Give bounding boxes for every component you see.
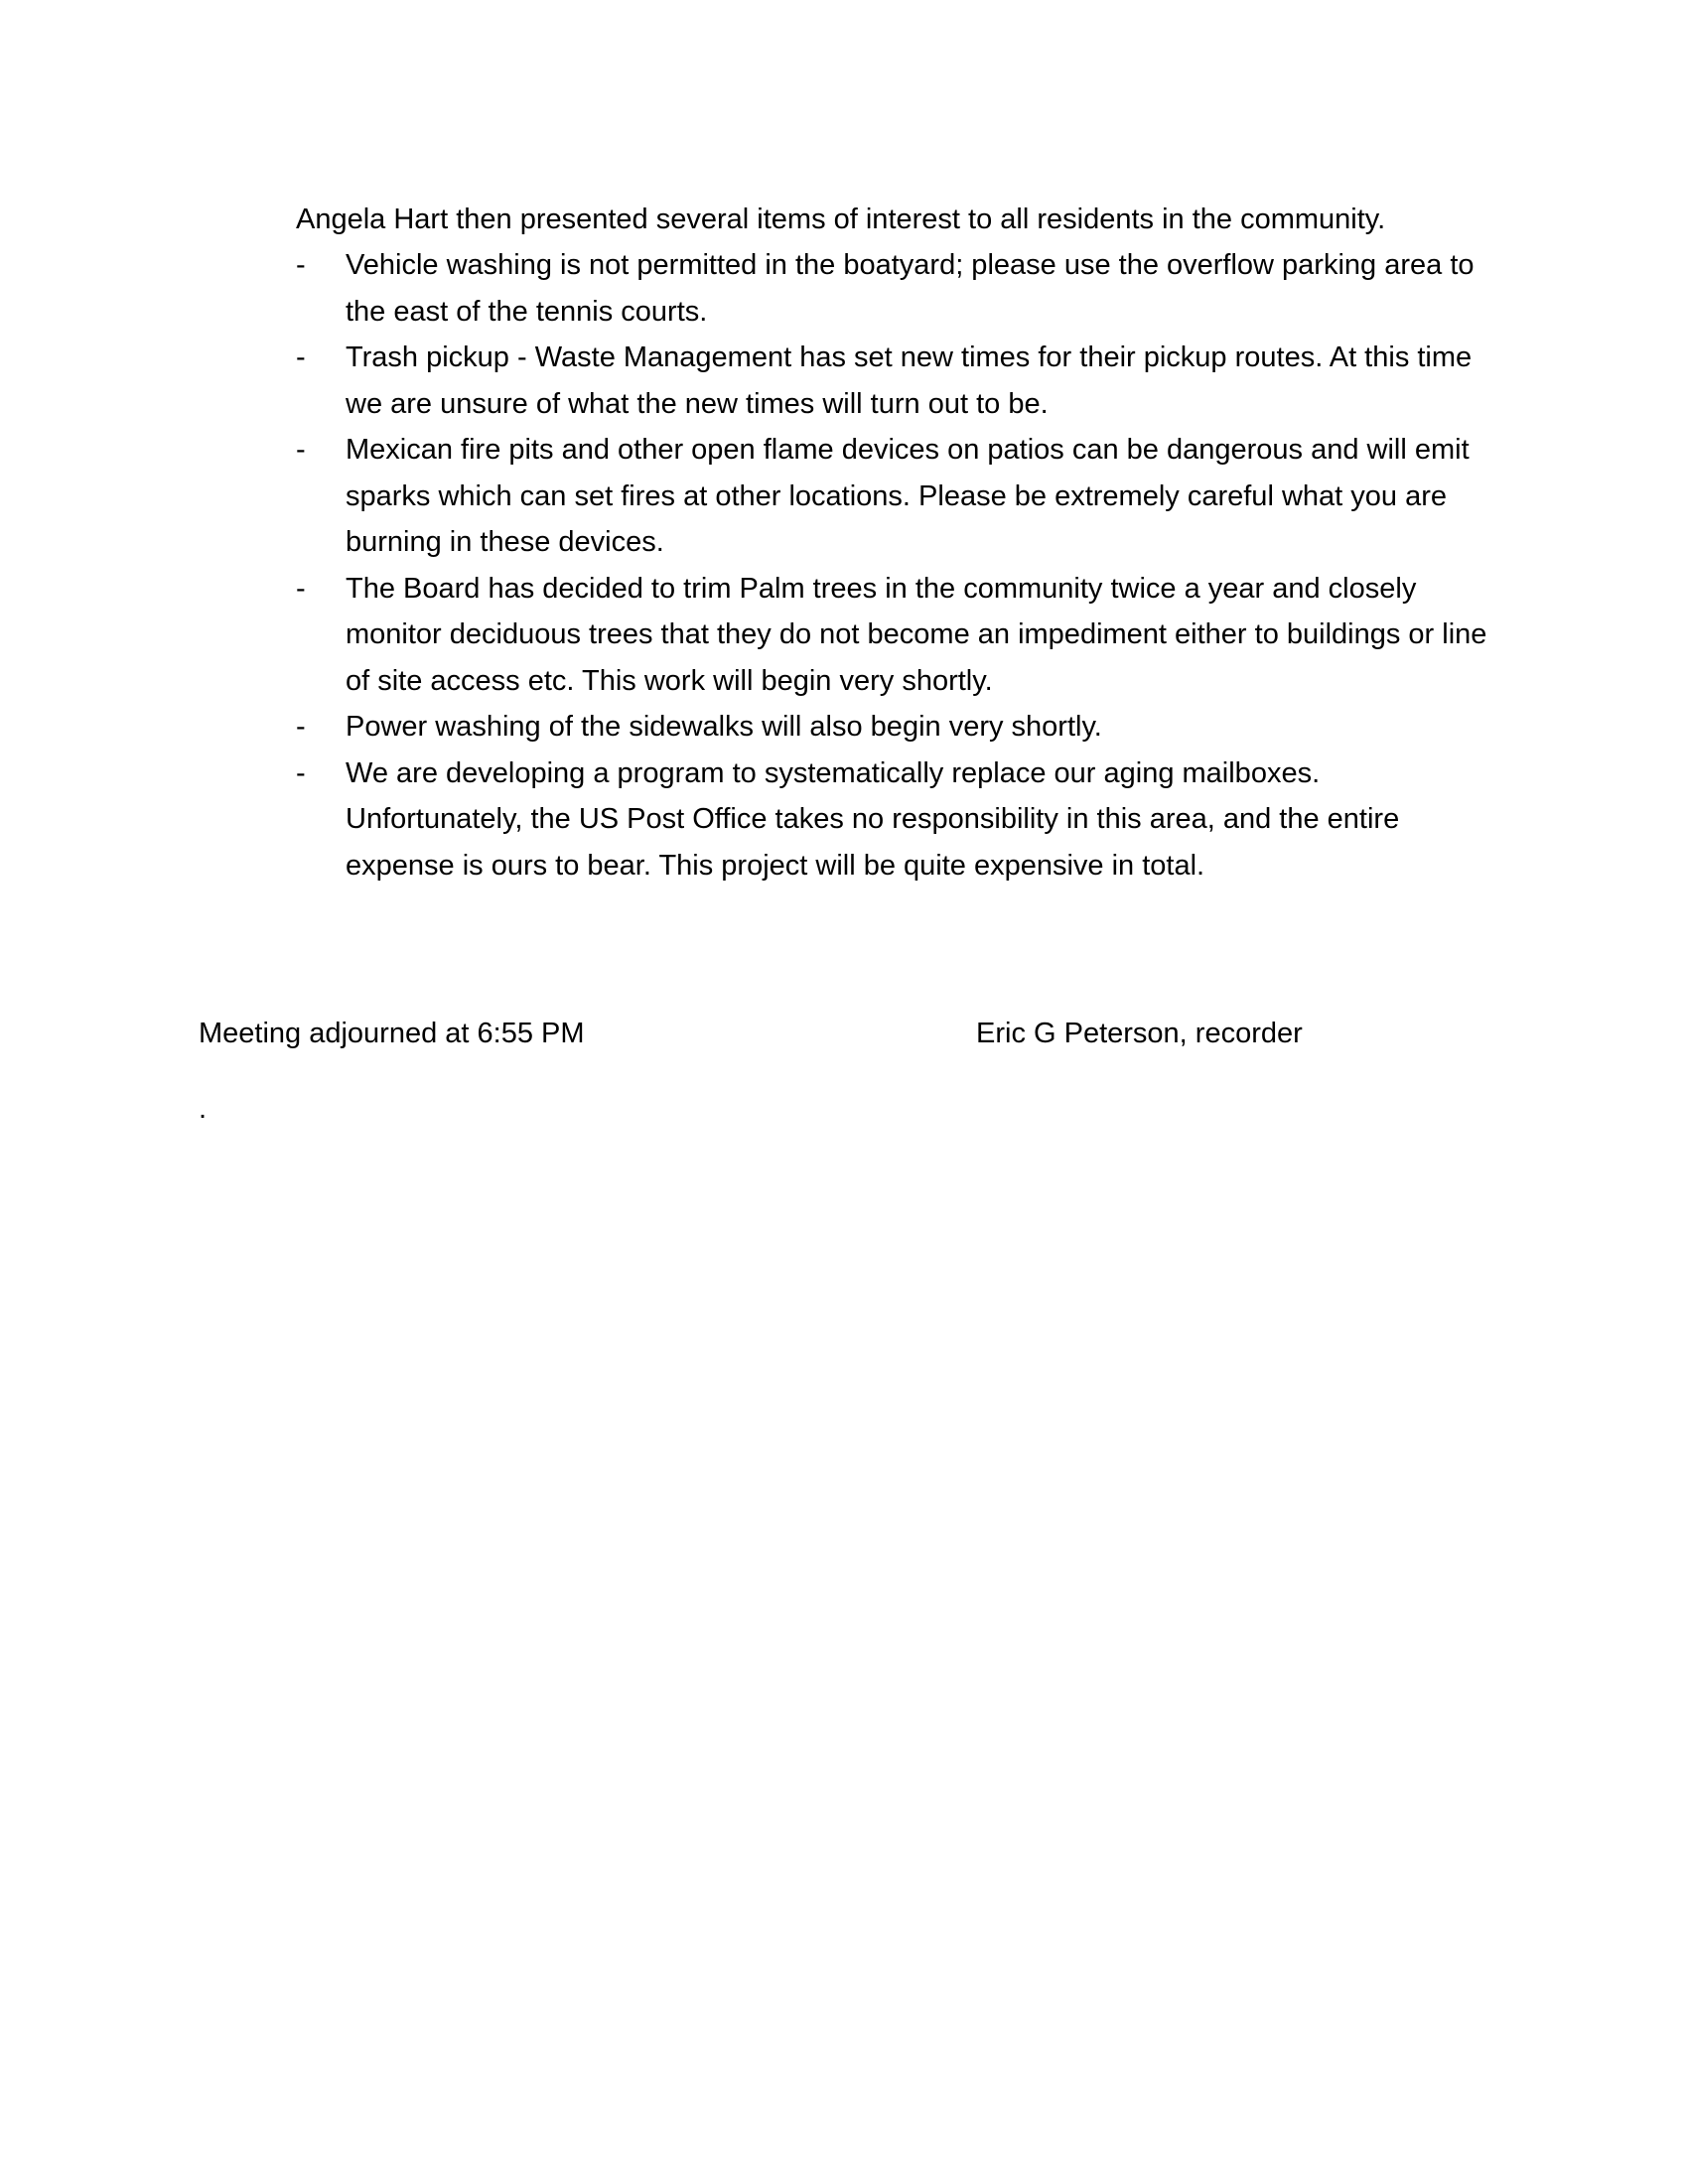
list-item-text: Power washing of the sidewalks will also begin very shortly. (346, 711, 1102, 743)
list-marker: - (296, 434, 306, 466)
list-marker: - (296, 572, 306, 605)
list-item (296, 427, 1487, 566)
announcement-list (296, 242, 1487, 888)
list-marker: - (296, 341, 306, 373)
list-item-text: We are developing a program to systematically replace our aging mailboxes. Unfortunately, the US Post Office takes no responsibility in this area, and the entire expense is ours to bear. This project will be quite expensive in total. (346, 756, 1400, 882)
trailing-mark: . (199, 1093, 208, 1125)
list-item (296, 566, 1487, 705)
list-item (296, 704, 1487, 751)
adjournment-line: Meeting adjourned at 6:55 PM (199, 1018, 585, 1049)
list-marker: - (296, 249, 306, 281)
list-item-text: The Board has decided to trim Palm trees in the community twice a year and closely monitor deciduous trees that they do not become an impediment either to buildings or line of site access etc. This work will begin very shortly. (346, 572, 1487, 697)
recorder-signature: Eric G Peterson, recorder (976, 1018, 1303, 1049)
list-marker: - (296, 711, 306, 743)
list-item (296, 751, 1487, 889)
list-marker: - (296, 756, 306, 789)
intro-paragraph: Angela Hart then presented several items of interest to all residents in the community. (296, 204, 1386, 235)
list-item-text: Vehicle washing is not permitted in the boatyard; please use the overflow parking area to the east of the tennis courts. (346, 249, 1475, 328)
list-item-text: Trash pickup - Waste Management has set new times for their pickup routes. At this time we are unsure of what the new times will turn out to be. (346, 341, 1473, 420)
list-item (296, 242, 1487, 335)
list-item (296, 335, 1487, 427)
list-item-text: Mexican fire pits and other open flame devices on patios can be dangerous and will emit sparks which can set fires at other locations. Please be extremely careful what you are burning in these devices. (346, 434, 1470, 558)
